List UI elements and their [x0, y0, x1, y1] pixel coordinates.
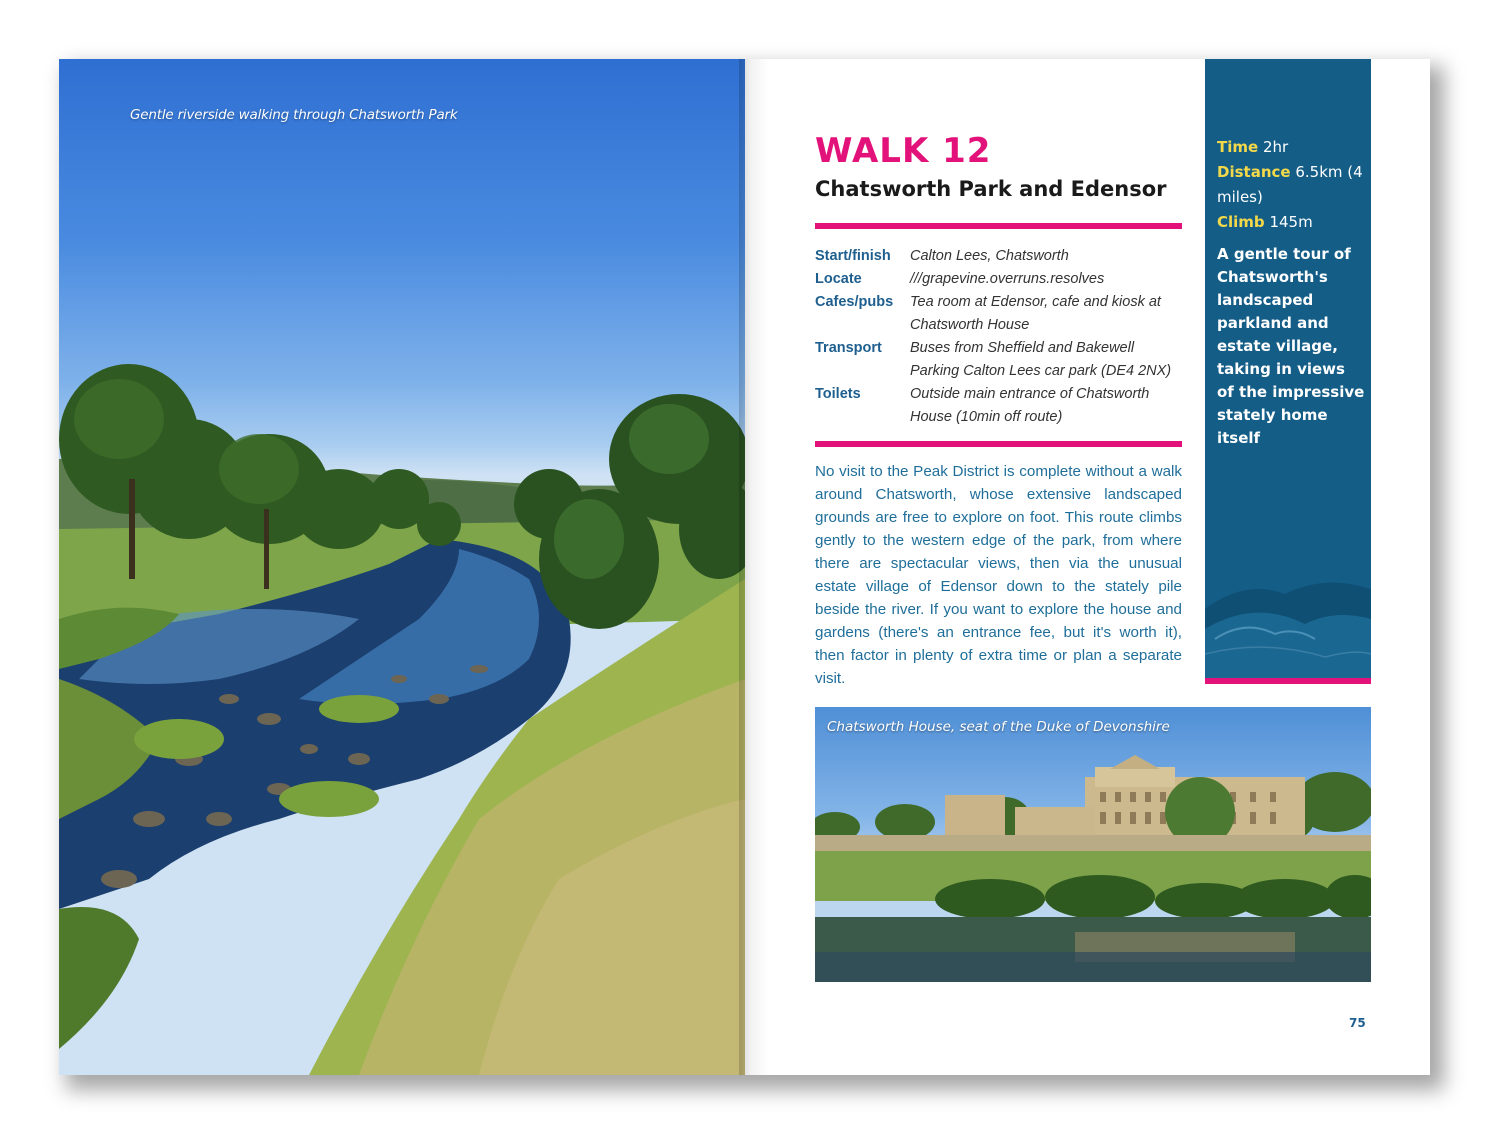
- info-row-transport: [815, 337, 1185, 360]
- page-number: 75: [1349, 1016, 1366, 1030]
- info-row-toilets: [815, 383, 1185, 429]
- river-photo: [59, 59, 745, 1075]
- walk-number-heading: WALK 12: [815, 131, 992, 171]
- river-landscape-illustration: [59, 59, 745, 1075]
- info-label: Toilets: [815, 386, 861, 402]
- walk-info-table: [815, 245, 1185, 429]
- sidebar-pink-rule: [1205, 678, 1371, 684]
- walk-summary: A gentle tour of Chatsworth's landscaped parkland and estate village, taking in views of the impressive stately home itself: [1217, 245, 1365, 447]
- chatsworth-house-illustration: [815, 707, 1371, 982]
- walk-stats-sidebar: [1205, 59, 1371, 679]
- stat-time: [1217, 135, 1367, 160]
- page-gutter-shadow: [739, 59, 769, 1075]
- info-value: Outside main entrance of Chatsworth House (10min off route): [910, 386, 1150, 425]
- info-label: Transport: [815, 340, 882, 356]
- walk-title: Chatsworth Park and Edensor: [815, 177, 1167, 201]
- stat-value: 6.5km (4 miles): [1217, 163, 1363, 206]
- info-row-locate: [815, 268, 1185, 291]
- left-photo-caption: Gentle riverside walking through Chatsworth Park: [130, 107, 458, 123]
- info-label: Locate: [815, 271, 862, 287]
- stat-value: 2hr: [1262, 138, 1289, 156]
- stat-climb: [1217, 210, 1367, 235]
- stat-value: 145m: [1269, 213, 1313, 231]
- intro-paragraph: No visit to the Peak District is complete without a walk around Chatsworth, whose extensive landscaped grounds are free to explore on foot. This route climbs gently to the western edge of the park, from where there are spectacular views, then via the unusual estate village of Edensor down to the stately pile beside the river. If you want to explore the house and gardens (there's an entrance fee, but it's worth it), then factor in plenty of extra time or plan a separate visit.: [815, 463, 1182, 687]
- info-value: Parking Calton Lees car park (DE4 2NX): [910, 363, 1172, 379]
- bottom-photo-caption: Chatsworth House, seat of the Duke of Devonshire: [827, 719, 1170, 735]
- hills-illustration: [1205, 569, 1371, 679]
- info-value: Buses from Sheffield and Bakewell: [910, 340, 1135, 356]
- info-value: ///grapevine.overruns.resolves: [910, 271, 1105, 287]
- info-row-start: [815, 245, 1185, 268]
- info-value: Calton Lees, Chatsworth: [910, 248, 1069, 264]
- top-pink-rule: [815, 223, 1182, 229]
- info-label: [815, 360, 910, 383]
- info-label: Start/finish: [815, 248, 891, 264]
- stat-label: Time: [1217, 138, 1259, 156]
- walk-stats: [1217, 135, 1367, 235]
- info-label: Cafes/pubs: [815, 294, 894, 310]
- info-row-cafes: [815, 291, 1185, 337]
- chatsworth-house-photo: [815, 707, 1371, 982]
- bottom-pink-rule: [815, 441, 1182, 447]
- info-value: Tea room at Edensor, cafe and kiosk at Chatsworth House: [910, 294, 1161, 333]
- book-spread: [59, 59, 1430, 1075]
- stat-distance: [1217, 160, 1367, 210]
- stat-label: Distance: [1217, 163, 1291, 181]
- info-row-parking: [815, 360, 1185, 383]
- stat-label: Climb: [1217, 213, 1265, 231]
